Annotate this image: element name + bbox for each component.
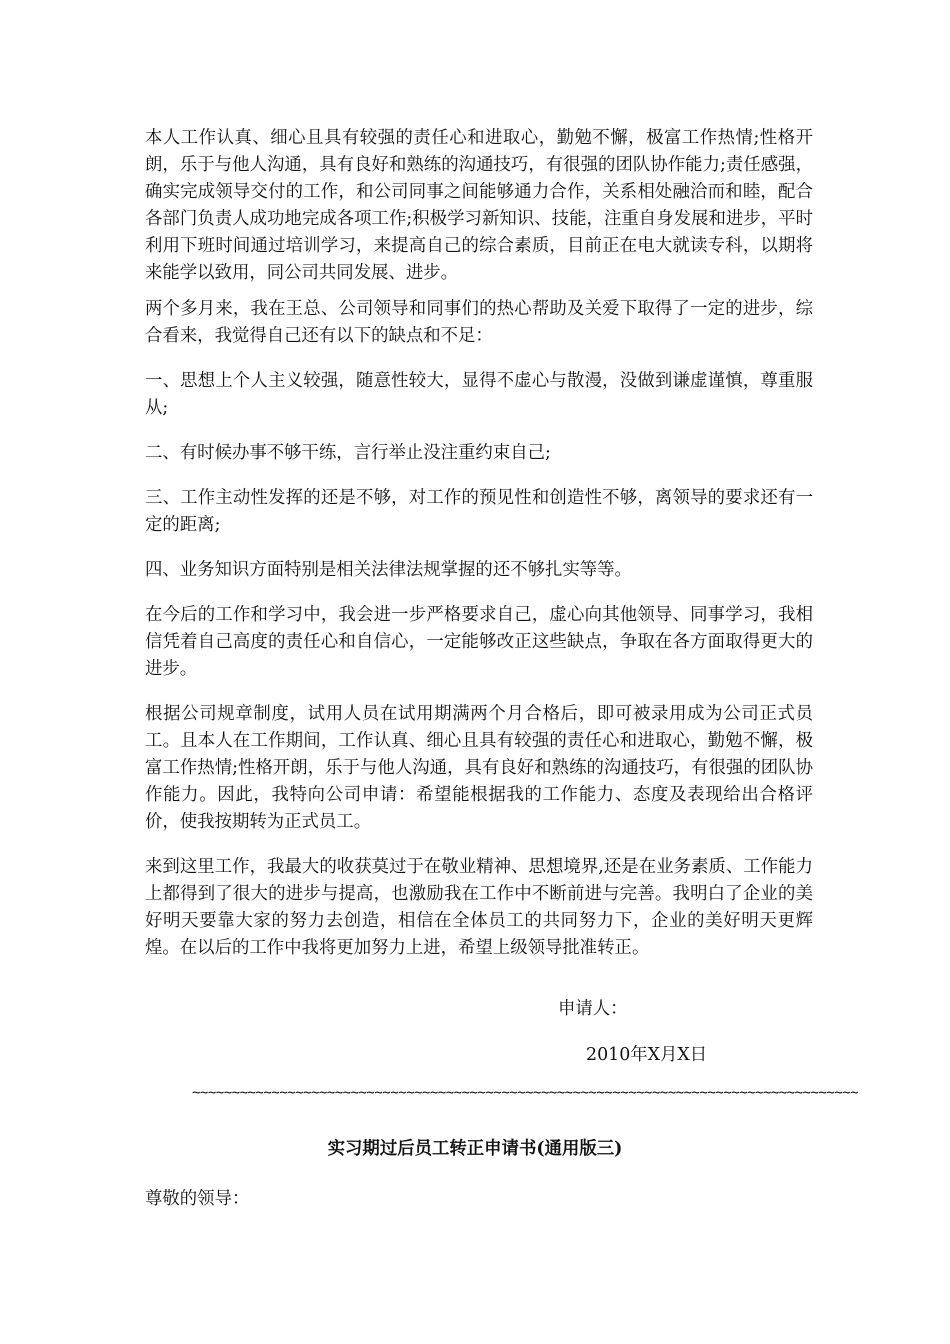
section-divider: ~~~~~~~~~~~~~~~~~~~~~~~~~~~~~~~~~~~~~~~~~~~~~~~~~~~~~~~~~~~~~~~~~~~~~~~~~~~~~~~~~~~~ [192, 1085, 859, 1101]
paragraph-shortcoming-4: 四、业务知识方面特别是相关法律法规掌握的还不够扎实等等。 [145, 560, 632, 580]
paragraph-conclusion: 来到这里工作，我最大的收获莫过于在敬业精神、思想境界,还是在业务素质、工作能力上都得到了很大的进步与提高，也激励我在工作中不断前进与完善。我明白了企业的美好明天要靠大家的努力去创造，相信在全体员工的共同努力下，企业的美好明天更辉煌。在以后的工作中我将更加努力上进，希望上级领导批准转正。 [145, 857, 813, 958]
application-date: 2010年X月X日 [586, 1045, 708, 1065]
paragraph-shortcoming-1: 一、思想上个人主义较强，随意性较大，显得不虚心与散漫，没做到谦虚谨慎，尊重服从; [145, 371, 813, 418]
paragraph-shortcomings-intro: 两个多月来，我在王总、公司领导和同事们的热心帮助及关爱下取得了一定的进步，综合看来，我觉得自己还有以下的缺点和不足： [145, 299, 813, 346]
paragraph-improvement: 在今后的工作和学习中，我会进一步严格要求自己，虚心向其他领导、同事学习，我相信凭着自己高度的责任心和自信心，一定能够改正这些缺点，争取在各方面取得更大的进步。 [145, 605, 813, 679]
paragraph-shortcoming-3: 三、工作主动性发挥的还是不够，对工作的预见性和创造性不够，离领导的要求还有一定的距离; [145, 488, 813, 535]
paragraph-shortcoming-2: 二、有时候办事不够干练，言行举止没注重约束自己; [145, 443, 551, 463]
document-title: 实习期过后员工转正申请书(通用版三) [327, 1139, 623, 1159]
paragraph-self-evaluation: 本人工作认真、细心且具有较强的责任心和进取心，勤勉不懈，极富工作热情;性格开朗，乐于与他人沟通，具有良好和熟练的沟通技巧，有很强的团队协作能力;责任感强，确实完成领导交付的工作，和公司同事之间能够通力合作，关系相处融洽而和睦，配合各部门负责人成功地完成各项工作;积极学习新知识、技能，注重自身发展和进步，平时利用下班时间通过培训学习，来提高自己的综合素质，目前正在电大就读专科，以期将来能学以致用，同公司共同发展、进步。 [145, 128, 813, 283]
applicant-label: 申请人： [558, 999, 628, 1019]
paragraph-application: 根据公司规章制度，试用人员在试用期满两个月合格后，即可被录用成为公司正式员工。且本人在工作期间，工作认真、细心且具有较强的责任心和进取心，勤勉不懈，极富工作热情;性格开朗，乐于与他人沟通，具有良好和熟练的沟通技巧，有很强的团队协作能力。因此，我特向公司申请：希望能根据我的工作能力、态度及表现给出合格评价，使我按期转为正式员工。 [145, 704, 813, 832]
salutation: 尊敬的领导： [145, 1189, 250, 1209]
